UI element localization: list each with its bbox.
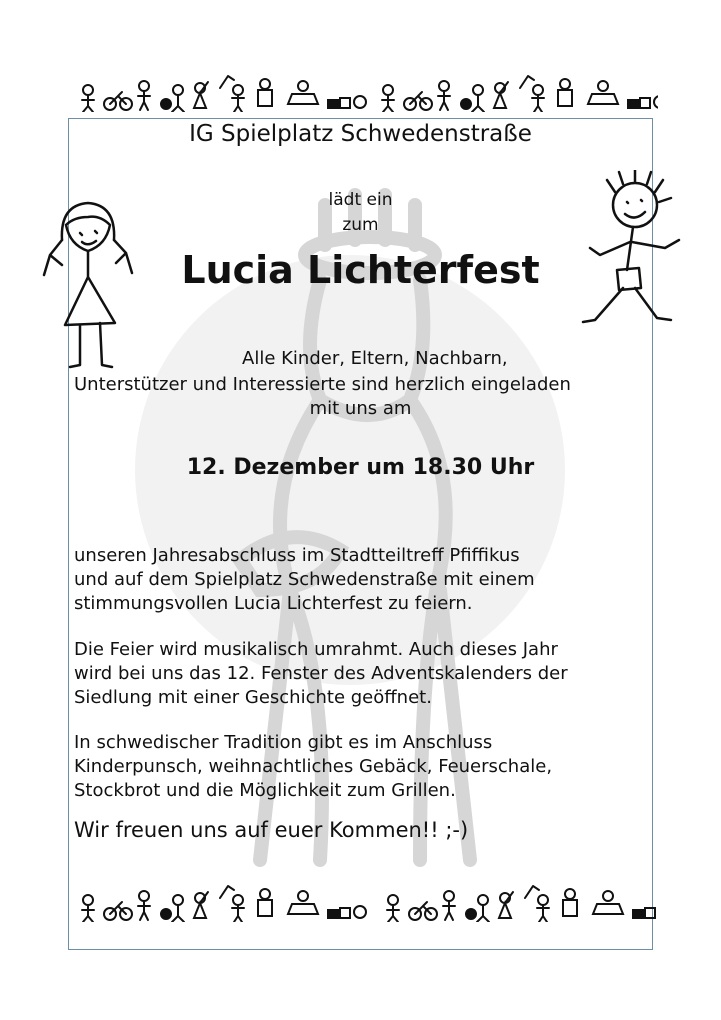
paragraph-1-line-3: stimmungsvollen Lucia Lichterfest zu feiern. <box>74 593 473 614</box>
invite-line-1: lädt ein <box>328 190 393 210</box>
paragraph-1-line-1: unseren Jahresabschluss im Stadtteiltreff Pfiffikus <box>74 545 520 566</box>
invitation-line-2: Unterstützer und Interessierte sind herzlich eingeladen <box>74 374 571 395</box>
event-date: 12. Dezember um 18.30 Uhr <box>186 455 535 480</box>
organizer-name: IG Spielplatz Schwedenstraße <box>189 121 532 147</box>
paragraph-3-line-3: Stockbrot und die Möglichkeit zum Grillen. <box>74 780 456 801</box>
paragraph-3-line-1: In schwedischer Tradition gibt es im Anschluss <box>74 732 493 753</box>
closing-line: Wir freuen uns auf euer Kommen!! ;-) <box>74 818 469 842</box>
paragraph-2-line-3: Siedlung mit einer Geschichte geöffnet. <box>74 687 432 708</box>
paragraph-1-line-2: und auf dem Spielplatz Schwedenstraße mit einem <box>74 569 535 590</box>
paragraph-2-line-1: Die Feier wird musikalisch umrahmt. Auch dieses Jahr <box>74 639 558 660</box>
doodle-border-top <box>78 68 658 112</box>
event-title: Lucia Lichterfest <box>181 248 540 292</box>
invitation-line-1: Alle Kinder, Eltern, Nachbarn, <box>242 348 508 369</box>
invitation-line-3: mit uns am <box>309 398 412 419</box>
invite-line-2: zum <box>342 215 379 235</box>
paragraph-3-line-2: Kinderpunsch, weihnachtliches Gebäck, Feuerschale, <box>74 756 553 777</box>
doodle-border-bottom <box>78 878 658 922</box>
paragraph-2-line-2: wird bei uns das 12. Fenster des Adventskalenders der <box>74 663 568 684</box>
